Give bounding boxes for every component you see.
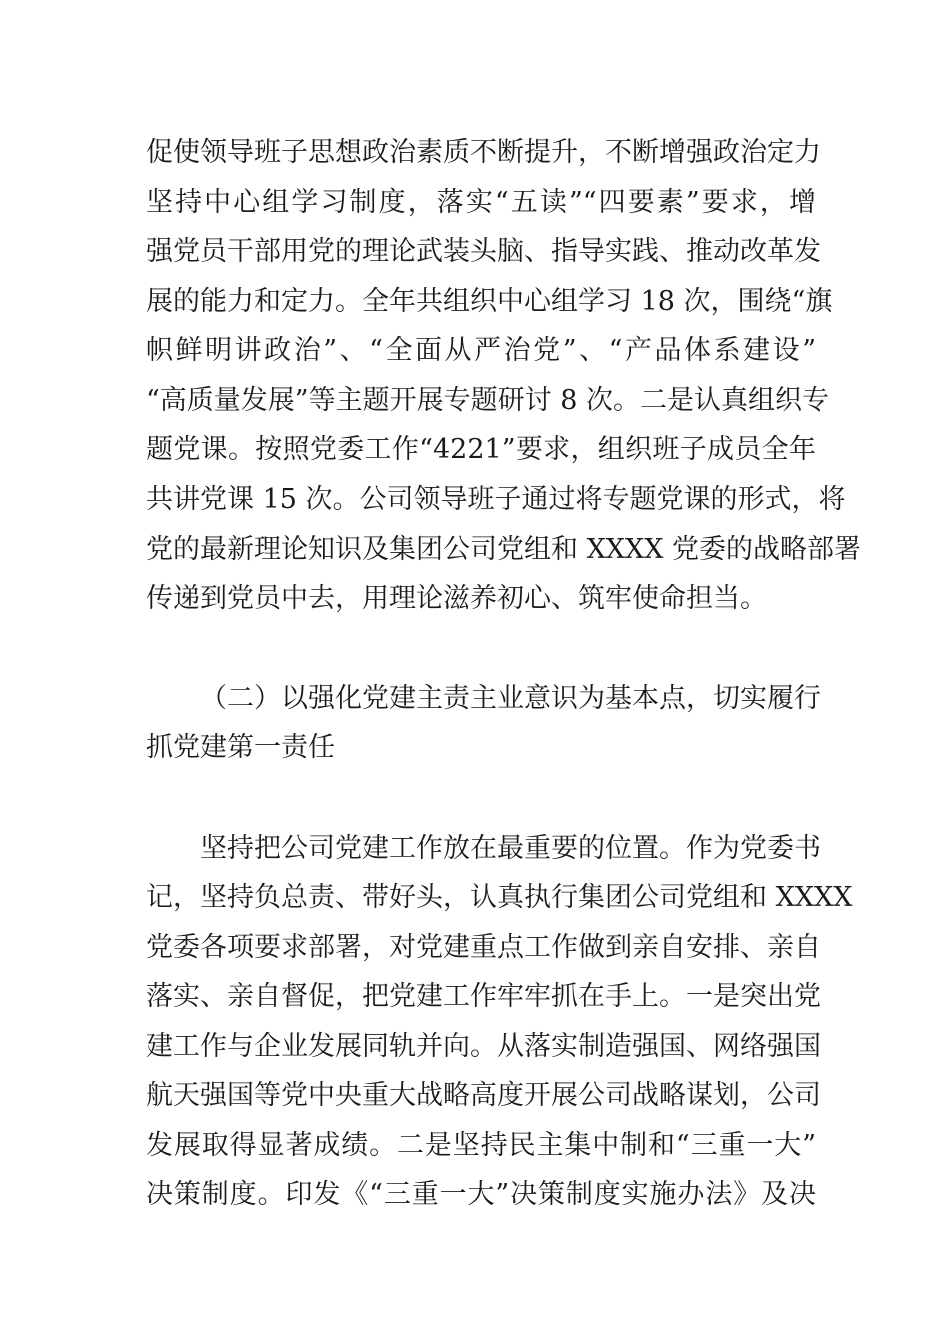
paragraph-1-line-2: 坚持中心组学习制度，落实“五读”“四要素”要求，增 — [146, 187, 816, 218]
paragraph-2-line-5: 建工作与企业发展同轨并向。从落实制造强国、网络强国 — [146, 1031, 821, 1062]
paragraph-1-line-10: 传递到党员中去，用理论滋养初心、筑牢使命担当。 — [146, 583, 767, 614]
paragraph-1-line-6: “高质量发展”等主题开展专题研讨 8 次。二是认真组织专 — [146, 385, 829, 416]
paragraph-1-line-5: 帜鲜明讲政治”、“全面从严治党”、“产品体系建设” — [146, 335, 816, 366]
paragraph-2-line-1: 坚持把公司党建工作放在最重要的位置。作为党委书 — [200, 833, 821, 864]
paragraph-2-line-4: 落实、亲自督促，把党建工作牢牢抓在手上。一是突出党 — [146, 981, 821, 1012]
paragraph-2-line-3: 党委各项要求部署，对党建重点工作做到亲自安排、亲自 — [146, 932, 821, 963]
section-heading-line-1: （二）以强化党建主责主业意识为基本点，切实履行 — [200, 683, 821, 714]
paragraph-2-line-7: 发展取得显著成绩。二是坚持民主集中制和“三重一大” — [146, 1130, 816, 1161]
paragraph-1-line-1: 促使领导班子思想政治素质不断提升，不断增强政治定力 — [146, 137, 821, 168]
paragraph-2-line-6: 航天强国等党中央重大战略高度开展公司战略谋划，公司 — [146, 1080, 821, 1111]
section-heading-line-2: 抓党建第一责任 — [146, 732, 335, 763]
paragraph-2-line-2: 记，坚持负总责、带好头，认真执行集团公司党组和 XXXX — [146, 882, 853, 913]
paragraph-1-line-8: 共讲党课 15 次。公司领导班子通过将专题党课的形式，将 — [146, 484, 846, 515]
paragraph-1-line-7: 题党课。按照党委工作“4221”要求，组织班子成员全年 — [146, 434, 816, 465]
paragraph-2-line-8: 决策制度。印发《“三重一大”决策制度实施办法》及决 — [146, 1179, 816, 1210]
paragraph-1-line-3: 强党员干部用党的理论武装头脑、指导实践、推动改革发 — [146, 236, 821, 267]
paragraph-1-line-9: 党的最新理论知识及集团公司党组和 XXXX 党委的战略部署 — [146, 534, 862, 565]
paragraph-1-line-4: 展的能力和定力。全年共组织中心组学习 18 次，围绕“旗 — [146, 286, 833, 317]
